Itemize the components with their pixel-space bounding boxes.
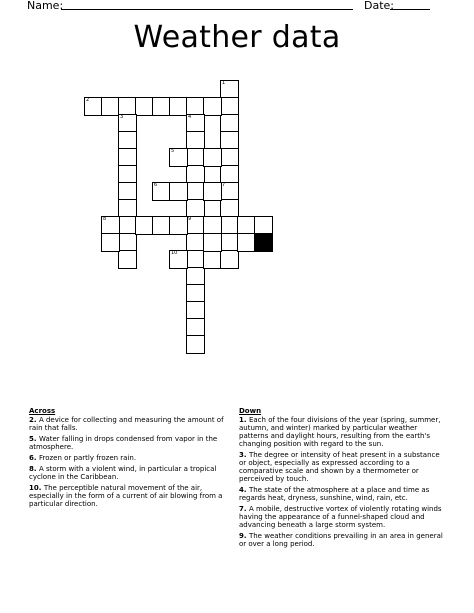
across-heading: Across <box>29 407 56 415</box>
clue-number: 9 <box>188 216 192 222</box>
across-clue <box>29 465 227 481</box>
clue-num: 5. <box>29 435 39 443</box>
clue-num: 4. <box>239 486 249 494</box>
clue-text: Frozen or partly frozen rain. <box>38 454 137 462</box>
clue-number: 7 <box>222 182 226 188</box>
down-clue <box>239 486 444 502</box>
down-heading: Down <box>239 407 262 415</box>
grid-cell[interactable] <box>203 97 222 116</box>
down-clue <box>239 505 444 529</box>
clue-number: 2 <box>86 97 90 103</box>
clue-num: 8. <box>29 465 39 473</box>
across-clue <box>29 416 227 432</box>
clue-number: 4 <box>188 114 192 120</box>
clue-text: The perceptible natural movement of the air, especially in the form of a current of air blowing from a particular direction. <box>29 484 223 508</box>
black-cell <box>254 233 273 252</box>
clue-text: A mobile, destructive vortex of violently rotating winds having the appearance of a funnel-shaped cloud and advancing beneath a large storm system. <box>239 505 442 529</box>
clue-num: 3. <box>239 451 249 459</box>
grid-cell[interactable] <box>220 250 239 269</box>
across-clue <box>29 484 227 508</box>
clue-number: 1 <box>222 80 226 86</box>
grid-cell[interactable] <box>169 216 188 235</box>
down-clue <box>239 532 444 548</box>
clue-number: 8 <box>103 216 107 222</box>
clue-text: The weather conditions prevailing in an area in general or over a long period. <box>239 532 443 548</box>
down-clue <box>239 451 444 483</box>
clue-num: 6. <box>29 454 39 462</box>
name-label: Name: <box>27 0 64 12</box>
grid-cell[interactable] <box>169 148 188 167</box>
grid-cell[interactable] <box>203 182 222 201</box>
down-clues <box>239 407 444 551</box>
clue-num: 1. <box>239 416 249 424</box>
across-clue <box>29 454 227 462</box>
grid-cell[interactable] <box>203 148 222 167</box>
clue-text: A storm with a violent wind, in particular a tropical cyclone in the Caribbean. <box>29 465 217 481</box>
clue-num: 2. <box>29 416 39 424</box>
clue-number: 5 <box>171 148 175 154</box>
grid-cell[interactable] <box>203 233 222 252</box>
page-title: Weather data <box>133 20 341 55</box>
clue-number: 3 <box>120 114 124 120</box>
clue-text: The degree or intensity of heat present in a substance or object, especially as expressed according to a comparative scale and shown by a thermometer or perceived by touch. <box>239 451 440 483</box>
grid-cell[interactable] <box>118 250 137 269</box>
across-clue <box>29 435 227 451</box>
clue-num: 7. <box>239 505 249 513</box>
grid-cell[interactable] <box>101 233 120 252</box>
clue-number: 6 <box>154 182 158 188</box>
clue-text: Water falling in drops condensed from vapor in the atmosphere. <box>29 435 218 451</box>
clue-text: The state of the atmosphere at a place and time as regards heat, dryness, sunshine, wind, rain, etc. <box>239 486 430 502</box>
clue-text: Each of the four divisions of the year (spring, summer, autumn, and winter) marked by particular weather patterns and daylight hours, resulting from the earth's changing position with regard to the sun. <box>239 416 441 448</box>
grid-cell[interactable] <box>169 250 188 269</box>
clue-text: A device for collecting and measuring the amount of rain that falls. <box>29 416 224 432</box>
clue-number: 10 <box>171 250 178 256</box>
down-clue <box>239 416 444 448</box>
date-label: Date: <box>364 0 394 12</box>
clue-num: 10. <box>29 484 44 492</box>
clue-num: 9. <box>239 532 249 540</box>
grid-cell[interactable] <box>169 182 188 201</box>
grid-cell[interactable] <box>186 335 205 354</box>
across-clues <box>29 407 227 511</box>
